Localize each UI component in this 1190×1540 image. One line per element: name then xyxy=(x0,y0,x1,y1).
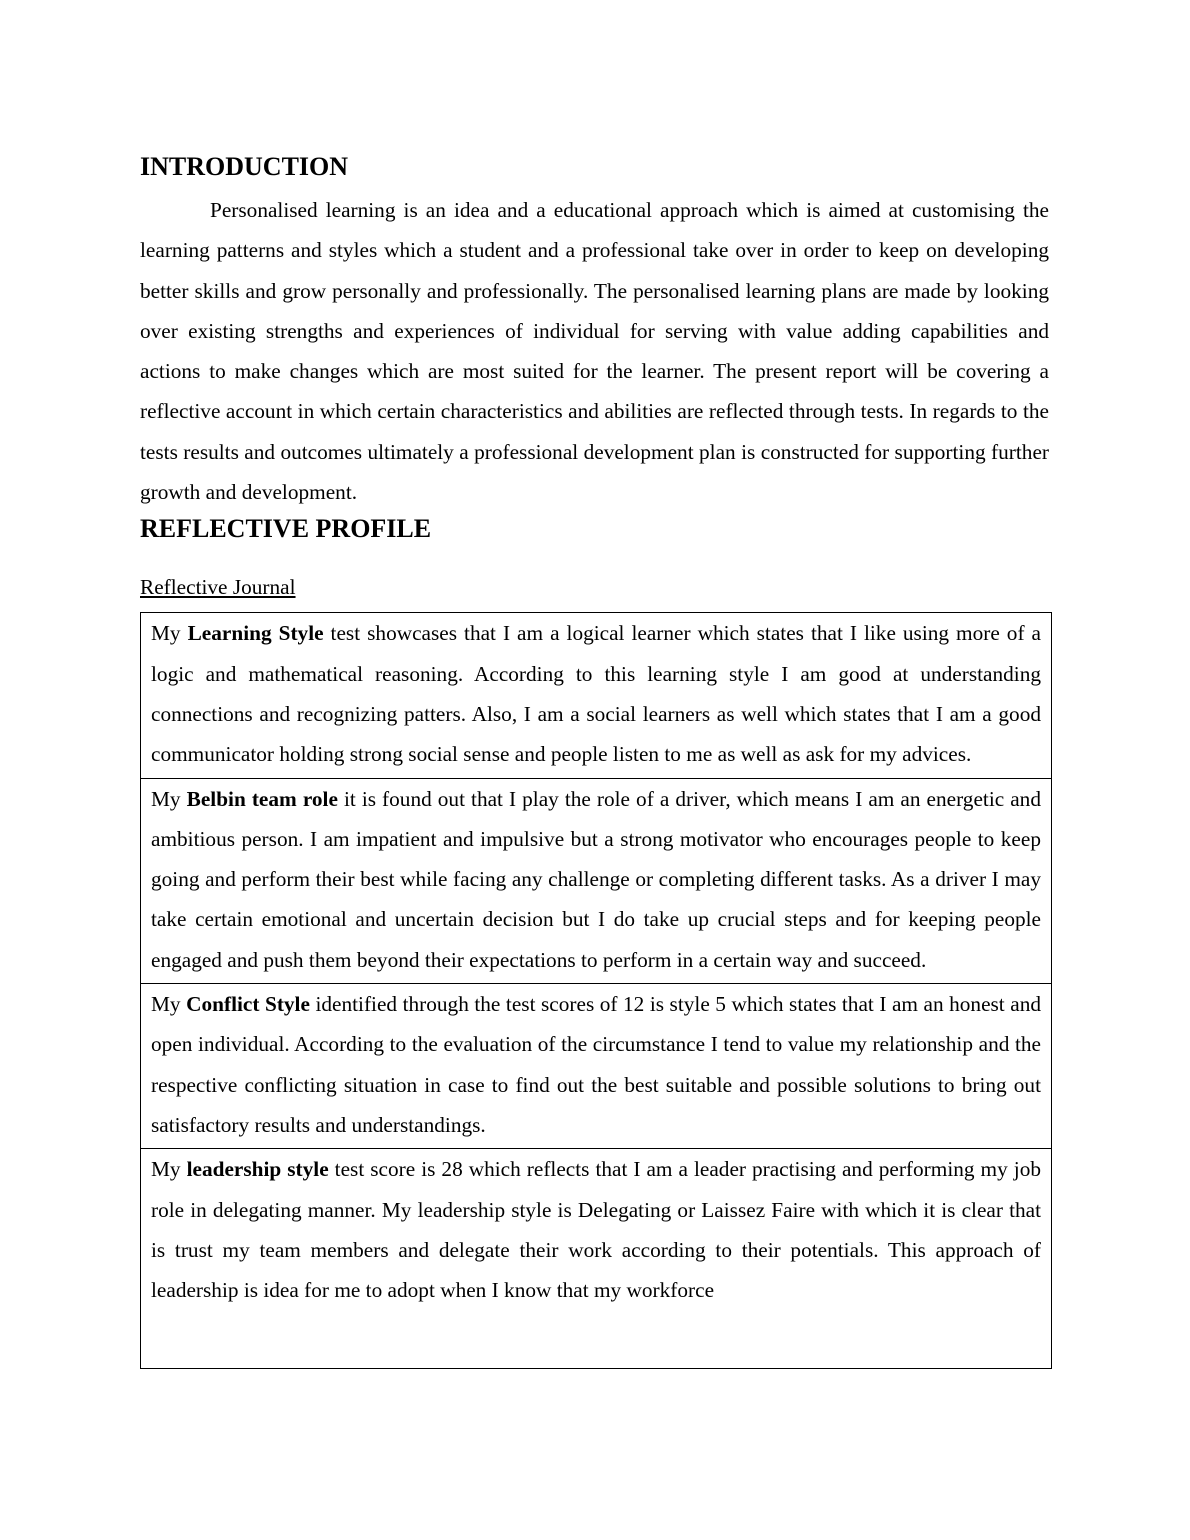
journal-entry-leadership-style xyxy=(141,1149,1051,1313)
document-page xyxy=(140,150,1049,1369)
journal-entry-conflict-style xyxy=(141,984,1051,1149)
entry-text: test showcases that I am a logical learner which states that I like using more of a logic and mathematical reasoning. According to this learning style I am good at understanding connections and recognizing patters. Also, I am a social learners as well which states that I am a good communicator holding strong social sense and people listen to me as well as ask for my advices. xyxy=(151,621,1041,767)
entry-text: identified through the test scores of 12 is style 5 which states that I am an honest and open individual. According to the evaluation of the circumstance I tend to value my relationship and the respective conflicting situation in case to find out the best suitable and possible solutions to bring out satisfactory results and understandings. xyxy=(151,992,1041,1137)
reflective-journal-table xyxy=(140,612,1052,1369)
introduction-heading: INTRODUCTION xyxy=(140,152,349,181)
entry-text: test score is 28 which reflects that I am a leader practising and performing my job role in delegating manner. My leadership style is Delegating or Laissez Faire with which it is clear that is trust my team members and delegate their work according to their potentials. This approach of leadership is idea for me to adopt when I know that my workforce xyxy=(151,1157,1041,1303)
entry-prefix: My xyxy=(151,992,187,1017)
entry-prefix: My xyxy=(151,786,187,811)
entry-keyword: Belbin team role xyxy=(186,786,338,811)
reflective-profile-heading: REFLECTIVE PROFILE xyxy=(140,514,432,544)
entry-text: it is found out that I play the role of a driver, which means I am an energetic and ambitious person. I am impatient and impulsive but a strong motivator who encourages people to keep going and perform their best while facing any challenge or completing different tasks. As a driver I may take certain emotional and uncertain decision but I do take up crucial steps and for keeping people engaged and push them beyond their expectations to perform in a certain way and succeed. xyxy=(151,786,1041,972)
entry-prefix: My xyxy=(151,1157,187,1182)
entry-keyword: Learning Style xyxy=(187,621,324,646)
entry-keyword: leadership style xyxy=(186,1157,329,1182)
reflective-journal-subheading: Reflective Journal xyxy=(140,575,296,600)
introduction-paragraph: Personalised learning is an idea and a educational approach which is aimed at customising the learning patterns and styles which a student and a professional take over in order to keep on developing better skills and grow personally and professionally. The personalised learning plans are made by looking over existing strengths and experiences of individual for serving with value adding capabilities and actions to make changes which are most suited for the learner. The present report will be covering a reflective account in which certain characteristics and abilities are reflected through tests. In regards to the tests results and outcomes ultimately a professional development plan is constructed for supporting further growth and development. xyxy=(140,198,1049,505)
journal-entry-learning-style xyxy=(141,613,1051,778)
entry-prefix: My xyxy=(151,621,188,646)
journal-entry-belbin-team-role xyxy=(141,779,1051,984)
entry-keyword: Conflict Style xyxy=(186,992,310,1017)
